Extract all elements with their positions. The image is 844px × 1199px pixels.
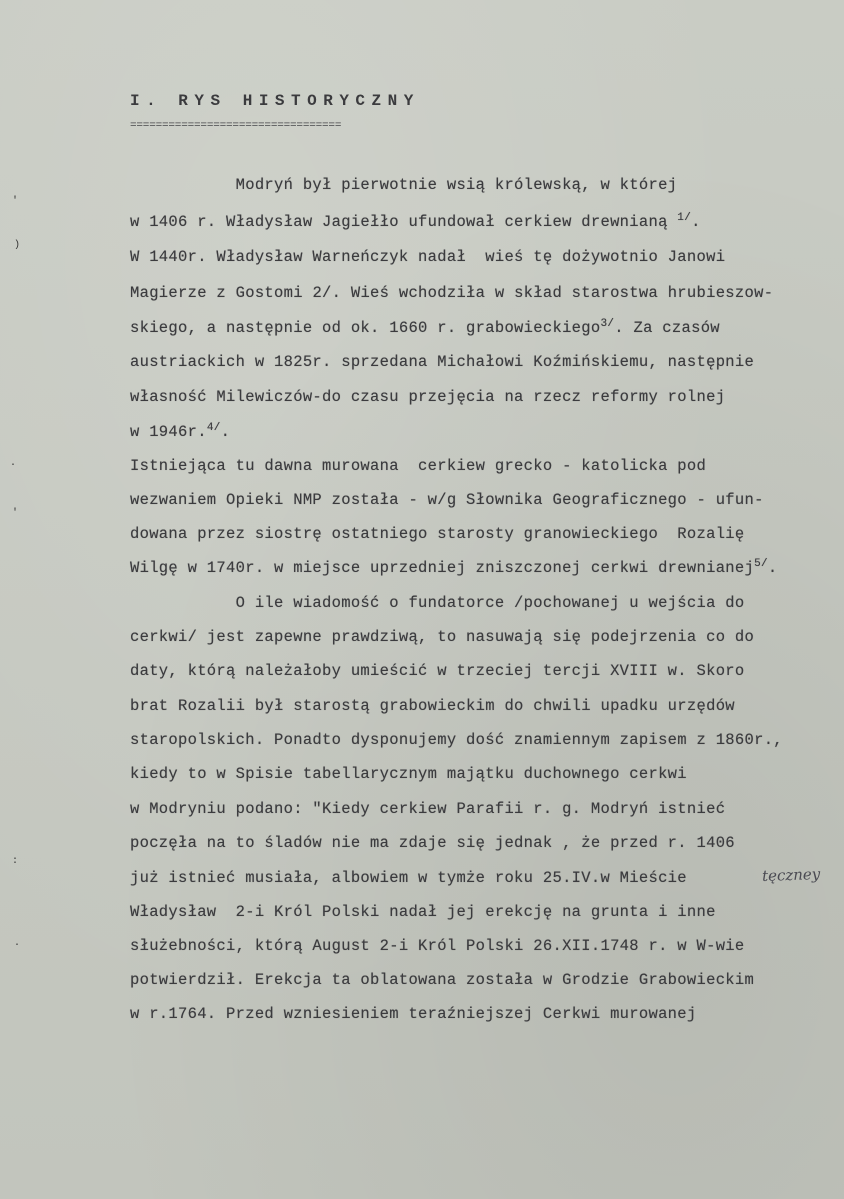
text-line: w 1946r.$^{4/}$. [130, 422, 231, 441]
text-line: wezwaniem Opieki NMP została - w/g Słownika Geograficznego - ufun- [130, 491, 764, 509]
text-line: służebności, którą August 2-i Król Polski 26.XII.1748 r. w W-wie [130, 937, 745, 955]
text-line: już istnieć musiała, albowiem w tymże roku 25.IV.w Mieście [130, 869, 687, 887]
text-line: Władysław 2-i Król Polski nadał jej erekcję na grunta i inne [130, 903, 716, 921]
margin-mark: ' [12, 196, 19, 207]
footnote-ref: 3/ [600, 318, 615, 330]
margin-mark: · [14, 940, 21, 951]
footnote-ref: 2/ [312, 284, 332, 302]
text-line: skiego, a następnie od ok. 1660 r. grabowieckiego$^{3/}$. Za czasów [130, 318, 720, 337]
text-line: staropolskich. Ponadto dysponujemy dość znamiennym zapisem z 1860r., [130, 731, 783, 749]
text-line: w Modryniu podano: "Kiedy cerkiew Parafii r. g. Modryń istnieć [130, 800, 726, 818]
text-line: Modryń był pierwotnie wsią królewską, w której [130, 176, 678, 194]
text-line: Magierze z Gostomi 2/. Wieś wchodziła w skład starostwa hrubieszow- [130, 284, 774, 302]
margin-mark: · [10, 460, 17, 471]
text-line: kiedy to w Spisie tabellarycznym majątku duchownego cerkwi [130, 765, 687, 783]
text-line: brat Rozalii był starostą grabowieckim do chwili upadku urzędów [130, 697, 735, 715]
text-line: austriackich w 1825r. sprzedana Michałowi Koźmińskiemu, następnie [130, 353, 755, 371]
text-line: w r.1764. Przed wzniesieniem teraźniejszej Cerkwi murowanej [130, 1005, 697, 1023]
text-line: poczęła na to śladów nie ma zdaje się jednak , że przed r. 1406 [130, 834, 735, 852]
text-line: W 1440r. Władysław Warneńczyk nadał wieś tę dożywotnio Janowi [130, 248, 726, 266]
text-line: własność Milewiczów-do czasu przejęcia na rzecz reformy rolnej [130, 388, 726, 406]
text-line: w 1406 r. Władysław Jagiełło ufundował cerkiew drewnianą $^{1/}$. [130, 212, 701, 231]
margin-mark: ' [12, 508, 19, 519]
text-line: Istniejąca tu dawna murowana cerkiew grecko - katolicka pod [130, 457, 707, 475]
footnote-ref: 4/ [206, 422, 221, 434]
margin-mark: : [12, 856, 19, 867]
footnote-ref: 5/ [754, 558, 768, 570]
footnote-ref: 1/ [677, 212, 692, 224]
handwritten-annotation: tęczney [761, 864, 821, 886]
document-title: I. RYS HISTORYCZNY [130, 92, 420, 110]
text-line: daty, którą należałoby umieścić w trzeciej tercji XVIII w. Skoro [130, 662, 745, 680]
text-line: cerkwi/ jest zapewne prawdziwą, to nasuwają się podejrzenia co do [130, 628, 755, 646]
text-line: Wilgę w 1740r. w miejsce uprzedniej zniszczonej cerkwi drewnianej$^{5/}$. [130, 558, 778, 577]
text-line: O ile wiadomość o fundatorce /pochowanej u wejścia do [130, 594, 745, 612]
margin-mark: ) [14, 240, 21, 251]
title-underline: ================================= [130, 120, 342, 132]
text-line: potwierdził. Erekcja ta oblatowana została w Grodzie Grabowieckim [130, 971, 755, 989]
text-line: dowana przez siostrę ostatniego starosty granowieckiego Rozalię [130, 525, 745, 543]
